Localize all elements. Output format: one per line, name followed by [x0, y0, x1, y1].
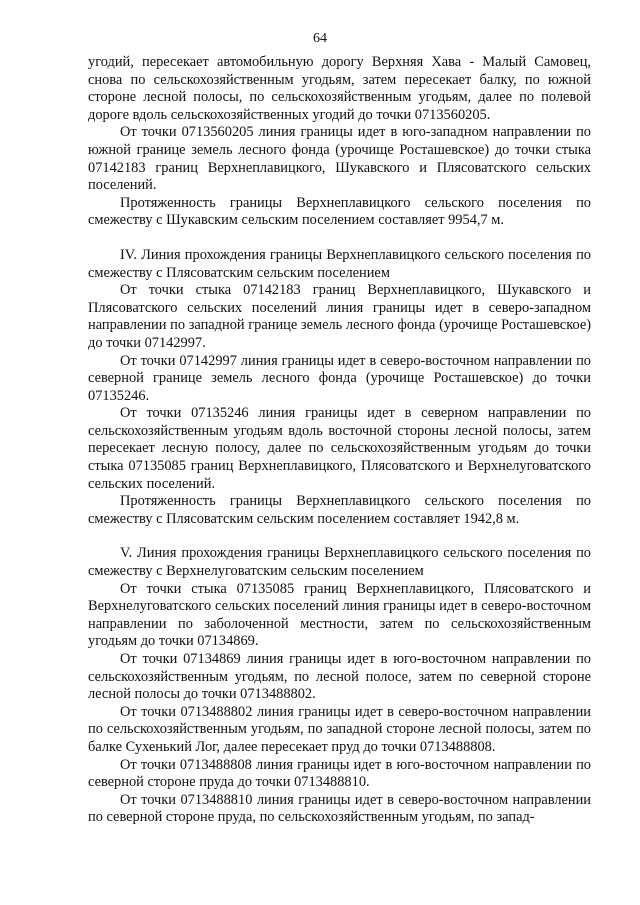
paragraph: От точки 07142997 линия границы идет в северо-восточном направлении по северной границе земель лесного фонда (урочище Росташевское) до точки 07135246. — [88, 352, 591, 404]
page-number: 64 — [313, 31, 327, 46]
paragraph: Протяженность границы Верхнеплавицкого сельского поселения по смежеству с Шукавским сельским поселением составляет 9954,7 м. — [88, 194, 591, 229]
section-heading: IV. Линия прохождения границы Верхнеплавицкого сельского поселения по смежеству с Плясоватским сельским поселением — [88, 246, 591, 281]
paragraph: От точки 0713488802 линия границы идет в северо-восточном направлении по сельскохозяйственным угодьям, по западной стороне лесной полосы, затем по балке Сухенький Лог, далее пересекает пруд до точки 0713488808. — [88, 703, 591, 755]
document-body — [88, 54, 591, 827]
paragraph: От точки 0713560205 линия границы идет в юго-западном направлении по южной границе земель лесного фонда (урочище Росташевское) до точки стыка 07142183 границ Верхнеплавицкого, Шукавского и Плясоватского сельских поселений. — [88, 124, 591, 194]
paragraph: От точки 07135246 линия границы идет в северном направлении по сельскохозяйственным угодьям вдоль восточной стороны лесной полосы, затем пересекает лесную полосу, далее по сельскохозяйственным угодьям до точки стыка 07135085 границ Верхнеплавицкого, Плясоватского и Верхнелуговатского сельских поселений. — [88, 405, 591, 492]
paragraph: От точки стыка 07135085 границ Верхнеплавицкого, Плясоватского и Верхнелуговатского сельских поселений линия границы идет в северо-восточном направлении по заболоченной местности, затем по сельскохозяйственным угодьям до точки 07134869. — [88, 580, 591, 650]
paragraph: От точки 0713488810 линия границы идет в северо-восточном направлении по северной стороне пруда, по сельскохозяйственным угодьям, по запад- — [88, 791, 591, 826]
paragraph: угодий, пересекает автомобильную дорогу Верхняя Хава - Малый Самовец, снова по сельскохозяйственным угодьям, затем пересекает балку, по южной стороне лесной полосы, по сельскохозяйственным угодьям, далее по полевой дороге вдоль сельскохозяйственных угодий до точки 0713560205. — [88, 54, 591, 123]
paragraph: От точки 07134869 линия границы идет в юго-восточном направлении по сельскохозяйственным угодьям, по лесной полосе, затем по северной стороне лесной полосы до точки 0713488802. — [88, 651, 591, 703]
section-heading: V. Линия прохождения границы Верхнеплавицкого сельского поселения по смежеству с Верхнелуговатским сельским поселением — [88, 545, 591, 580]
paragraph: Протяженность границы Верхнеплавицкого сельского поселения по смежеству с Плясоватским сельским поселением составляет 1942,8 м. — [88, 493, 591, 527]
paragraph: От точки стыка 07142183 границ Верхнеплавицкого, Шукавского и Плясоватского сельских поселений линия границы идет в северо-западном направлении по западной границе земель лесного фонда (урочище Росташевское) до точки 07142997. — [88, 282, 591, 351]
paragraph: От точки 0713488808 линия границы идет в юго-восточном направлении по северной стороне пруда до точки 0713488810. — [88, 756, 591, 791]
